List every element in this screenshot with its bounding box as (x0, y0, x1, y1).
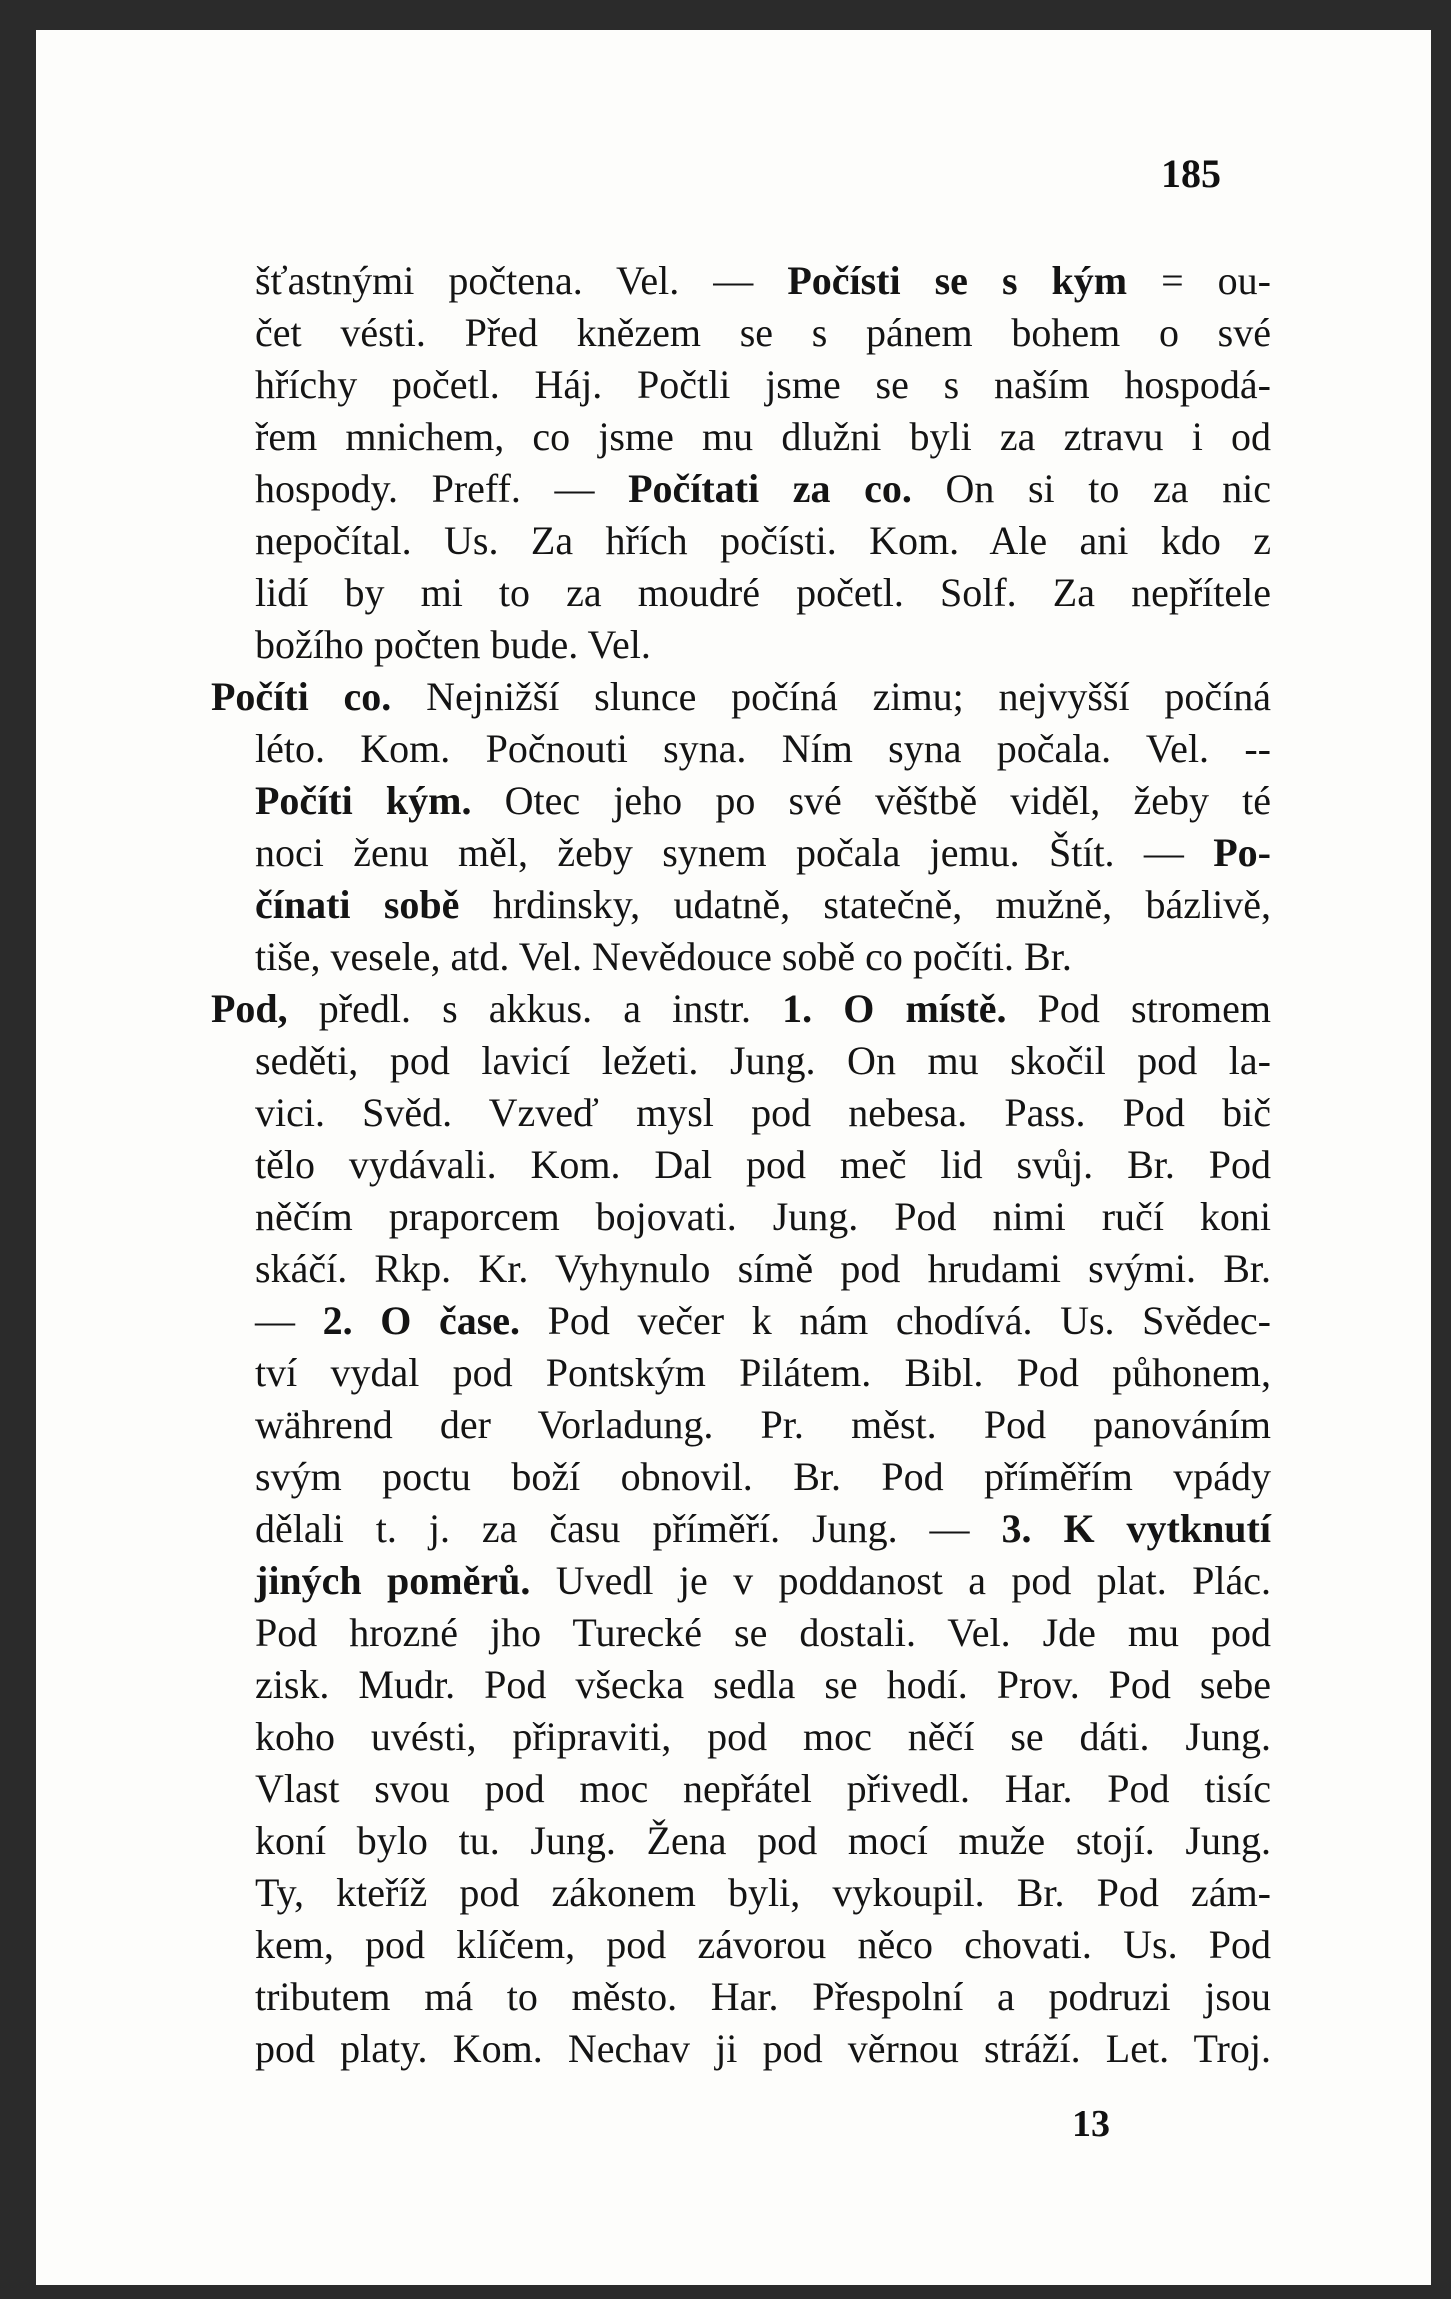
text-line (211, 1295, 1271, 1347)
text-line (211, 775, 1271, 827)
book-page (36, 30, 1431, 2285)
text-line (211, 1191, 1271, 1243)
text-line (211, 1503, 1271, 1555)
text-line (211, 723, 1271, 775)
headword: 1. O místě. (782, 986, 1007, 1031)
text-line (211, 307, 1271, 359)
headword: Počíti kým. (255, 778, 472, 823)
text-line (211, 1035, 1271, 1087)
text-line (211, 1815, 1271, 1867)
text-run: zisk. Mudr. Pod všecka sedla se hodí. Prov. Pod sebe (255, 1662, 1271, 1707)
text-line (211, 359, 1271, 411)
text-line (211, 1763, 1271, 1815)
text-run: nepočítal. Us. Za hřích počísti. Kom. Ale ani kdo z (255, 518, 1271, 563)
text-run: seděti, pod lavicí ležeti. Jung. On mu skočil pod la- (255, 1038, 1271, 1083)
text-run: vici. Svěd. Vzveď mysl pod nebesa. Pass. Pod bič (255, 1090, 1271, 1135)
headword: Počítati za co. (628, 466, 912, 511)
text-line (211, 515, 1271, 567)
headword: 3. K vytknutí (1001, 1506, 1271, 1551)
text-line (211, 983, 1271, 1035)
text-run: pod platy. Kom. Nechav ji pod věrnou stráží. Let. Troj. (255, 2026, 1271, 2071)
headword: Počísti se s kým (787, 258, 1128, 303)
text-run: Ty, kteříž pod zákonem byli, vykoupil. Br. Pod zám- (255, 1870, 1271, 1915)
text-line (211, 1451, 1271, 1503)
text-run: tví vydal pod Pontským Pilátem. Bibl. Pod půhonem, (255, 1350, 1271, 1395)
text-line (211, 567, 1271, 619)
text-line (211, 879, 1271, 931)
text-line (211, 1243, 1271, 1295)
text-run: tělo vydávali. Kom. Dal pod meč lid svůj. Br. Pod (255, 1142, 1271, 1187)
text-line (211, 1919, 1271, 1971)
headword: Pod, (211, 986, 288, 1031)
text-line (211, 2023, 1271, 2075)
text-run: skáčí. Rkp. Kr. Vyhynulo símě pod hrudami svými. Br. (255, 1246, 1271, 1291)
text-run: hospody. Preff. — (255, 466, 629, 511)
text-run: léto. Kom. Počnouti syna. Ním syna počala. Vel. -- (255, 726, 1271, 771)
text-run: Otec jeho po své věštbě viděl, žeby té (471, 778, 1271, 823)
text-run: šťastnými počtena. Vel. — (255, 258, 788, 303)
text-line (211, 1347, 1271, 1399)
text-line (211, 1659, 1271, 1711)
text-run: kem, pod klíčem, pod závorou něco chovati. Us. Pod (255, 1922, 1271, 1967)
text-run: čet vésti. Před knězem se s pánem bohem o své (255, 310, 1271, 355)
text-line (211, 1399, 1271, 1451)
text-run: tributem má to město. Har. Přespolní a podruzi jsou (255, 1974, 1271, 2019)
text-run: tiše, vesele, atd. Vel. Nevědouce sobě co počíti. Br. (255, 934, 1072, 979)
headword: jiných poměrů. (255, 1558, 531, 1603)
text-run: řem mnichem, co jsme mu dlužni byli za ztravu i od (255, 414, 1271, 459)
text-line (211, 1139, 1271, 1191)
text-run: während der Vorladung. Pr. měst. Pod panováním (255, 1402, 1271, 1447)
text-run: Pod večer k nám chodívá. Us. Svědec- (520, 1298, 1272, 1343)
text-run: Pod stromem (1006, 986, 1272, 1031)
text-line (211, 1607, 1271, 1659)
text-run: předl. s akkus. a instr. (287, 986, 783, 1031)
text-run: koní bylo tu. Jung. Žena pod mocí muže stojí. Jung. (255, 1818, 1271, 1863)
text-line (211, 619, 1271, 671)
text-run: — (255, 1298, 323, 1343)
text-line (211, 463, 1271, 515)
headword: Po- (1213, 830, 1271, 875)
text-run: Uvedl je v poddanost a pod plat. Plác. (530, 1558, 1272, 1603)
text-run: koho uvésti, připraviti, pod moc něčí se dáti. Jung. (255, 1714, 1271, 1759)
text-run: Pod hrozné jho Turecké se dostali. Vel. Jde mu pod (255, 1610, 1271, 1655)
text-run: božího počten bude. Vel. (255, 622, 651, 667)
text-run: dělali t. j. za času příměří. Jung. — (255, 1506, 1002, 1551)
text-run: hrdinsky, udatně, statečně, mužně, bázlivě, (459, 882, 1271, 927)
text-line (211, 931, 1271, 983)
text-line (211, 1711, 1271, 1763)
text-line (211, 827, 1271, 879)
text-run: něčím praporcem bojovati. Jung. Pod nimi ručí koni (255, 1194, 1271, 1239)
headword: Počíti co. (211, 674, 392, 719)
text-line (211, 411, 1271, 463)
text-run: hříchy početl. Háj. Počtli jsme se s naším hospodá- (255, 362, 1271, 407)
text-line (211, 255, 1271, 307)
text-line (211, 1971, 1271, 2023)
text-line (211, 1867, 1271, 1919)
text-line (211, 1087, 1271, 1139)
dictionary-text (211, 255, 1271, 2075)
headword: 2. O čase. (322, 1298, 521, 1343)
signature-mark: 13 (1072, 2103, 1110, 2145)
text-run: noci ženu měl, žeby synem počala jemu. Štít. — (255, 830, 1214, 875)
page-number: 185 (1161, 151, 1221, 196)
text-run: Vlast svou pod moc nepřátel přivedl. Har. Pod tisíc (255, 1766, 1271, 1811)
text-line (211, 671, 1271, 723)
text-run: svým poctu boží obnovil. Br. Pod příměřím vpády (255, 1454, 1271, 1499)
headword: čínati sobě (255, 882, 460, 927)
text-run: Nejnižší slunce počíná zimu; nejvyšší počíná (391, 674, 1272, 719)
text-run: = ou- (1127, 258, 1271, 303)
text-run: lidí by mi to za moudré početl. Solf. Za nepřítele (255, 570, 1271, 615)
text-run: On si to za nic (911, 466, 1271, 511)
text-line (211, 1555, 1271, 1607)
